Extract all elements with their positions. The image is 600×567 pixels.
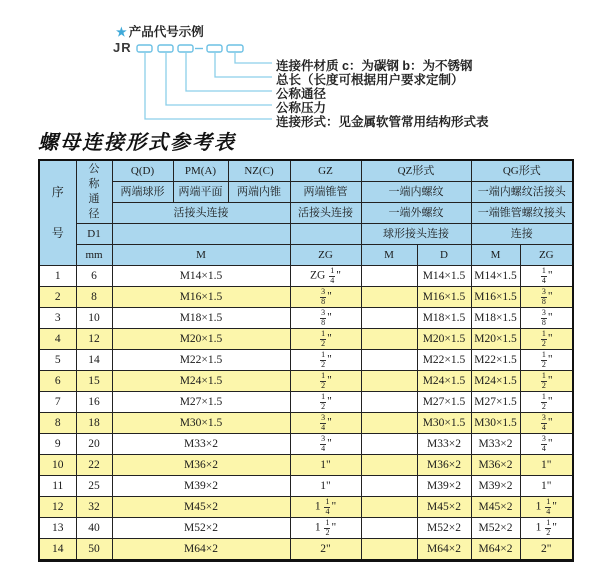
cell-dn: 20 [76,434,112,455]
col-header-dn [76,160,112,224]
cell-gz-zg: 2" [290,539,361,561]
cell-qz-m [361,497,417,518]
cell-gz-zg: $\frac{1}{2}$ " [290,392,361,413]
cell-qg-m: M20×1.5 [471,329,520,350]
cell-qg-zg: 1 $\frac{1}{2}$ " [520,518,573,539]
cell-gz-zg: 1" [290,476,361,497]
cell-qg-m: M18×1.5 [471,308,520,329]
cell-qg-zg: $\frac{1}{2}$ " [520,371,573,392]
cell-dn: 16 [76,392,112,413]
subheader-qg-3: 连接 [471,224,573,245]
cell-m: M36×2 [112,455,290,476]
table-row [39,371,573,392]
col-header-pm: PM(A) [173,160,228,182]
cell-qz-m [361,539,417,561]
diagram-label-pressure: 公称压力 [276,101,327,115]
cell-m: M39×2 [112,476,290,497]
header-row-5 [39,245,573,266]
cell-gz-zg: 1" [290,455,361,476]
table-row [39,413,573,434]
cell-dn: 18 [76,413,112,434]
cell-qz-d: M30×1.5 [417,413,471,434]
cell-gz-zg: $\frac{3}{4}$ " [290,434,361,455]
col-header-dn-label: 公称通径 [88,163,100,220]
cell-qg-zg: 1" [520,476,573,497]
diagram-label-connection: 连接形式：见金属软管常用结构形式表 [276,115,489,129]
cell-qz-m [361,476,417,497]
cell-qg-m: M24×1.5 [471,371,520,392]
cell-m: M20×1.5 [112,329,290,350]
cell-qg-m: M52×2 [471,518,520,539]
cell-m: M22×1.5 [112,350,290,371]
product-code-diagram [0,0,600,129]
col-header-qz: QZ形式 [361,160,471,182]
cell-qz-m [361,434,417,455]
table-row [39,539,573,561]
table-row [39,266,573,287]
subheader-pm: 两端平面 [173,182,228,203]
cell-gz-zg: $\frac{3}{8}$ " [290,287,361,308]
cell-qz-m [361,350,417,371]
cell-qz-d: M24×1.5 [417,371,471,392]
leader-line [186,52,272,91]
col-header-qg-zg: ZG [520,245,573,266]
cell-m: M16×1.5 [112,287,290,308]
diagram-heading-text: 产品代号示例 [128,25,204,39]
cell-qg-m: M64×2 [471,539,520,561]
product-code-prefix: JR [113,40,132,55]
table-row [39,392,573,413]
col-header-d1: D1 [76,224,112,245]
code-box [158,45,173,52]
cell-qz-d: M64×2 [417,539,471,561]
cell-qz-d: M45×2 [417,497,471,518]
leader-line [215,52,272,77]
cell-qg-zg: $\frac{1}{2}$ " [520,350,573,371]
leader-line [166,52,272,105]
cell-qg-zg: $\frac{3}{8}$ " [520,287,573,308]
code-box [207,45,222,52]
col-header-seq [39,160,76,266]
cell-qg-m: M14×1.5 [471,266,520,287]
cell-qz-m [361,287,417,308]
cell-qz-d: M52×2 [417,518,471,539]
cell-qg-zg: $\frac{3}{4}$ " [520,413,573,434]
cell-gz-zg: $\frac{3}{4}$ " [290,413,361,434]
cell-seq: 13 [39,518,76,539]
nut-connection-reference-table [38,159,574,562]
cell-dn: 40 [76,518,112,539]
cell-gz-zg: $\frac{1}{2}$ " [290,371,361,392]
cell-gz-zg: 1 $\frac{1}{4}$ " [290,497,361,518]
cell-seq: 2 [39,287,76,308]
table-row [39,308,573,329]
table-row [39,518,573,539]
header-spacer-gz [290,224,361,245]
cell-qg-m: M27×1.5 [471,392,520,413]
cell-m: M14×1.5 [112,266,290,287]
cell-qz-m [361,329,417,350]
col-header-qz-d: D [417,245,471,266]
cell-seq: 4 [39,329,76,350]
cell-qz-m [361,455,417,476]
cell-qz-d: M20×1.5 [417,329,471,350]
cell-qz-d: M14×1.5 [417,266,471,287]
cell-qz-m [361,266,417,287]
cell-qz-d: M27×1.5 [417,392,471,413]
cell-gz-zg: $\frac{1}{2}$ " [290,329,361,350]
header-spacer-left [112,224,290,245]
col-header-qg: QG形式 [471,160,573,182]
code-box [178,45,193,52]
subheader-gz: 两端锥管 [290,182,361,203]
table-row [39,287,573,308]
cell-dn: 14 [76,350,112,371]
cell-qz-d: M39×2 [417,476,471,497]
diagram-label-length: 总长（长度可根据用户要求定制） [276,73,464,87]
cell-dn: 15 [76,371,112,392]
cell-qz-m [361,518,417,539]
star-icon: ★ [116,25,127,39]
cell-seq: 6 [39,371,76,392]
cell-seq: 7 [39,392,76,413]
cell-m: M33×2 [112,434,290,455]
col-header-mm: mm [76,245,112,266]
cell-dn: 8 [76,287,112,308]
subheader-q: 两端球形 [112,182,173,203]
cell-qz-d: M22×1.5 [417,350,471,371]
cell-qg-zg: 1" [520,455,573,476]
cell-qg-m: M22×1.5 [471,350,520,371]
cell-qz-d: M18×1.5 [417,308,471,329]
cell-dn: 22 [76,455,112,476]
header-row-4 [39,224,573,245]
table-row [39,455,573,476]
header-row-3 [39,203,573,224]
diagram-label-diameter: 公称通径 [276,87,327,101]
diagram-heading [116,22,204,40]
cell-qz-m [361,392,417,413]
cell-qg-m: M33×2 [471,434,520,455]
table-row [39,476,573,497]
cell-dn: 10 [76,308,112,329]
cell-seq: 14 [39,539,76,561]
col-header-gz: GZ [290,160,361,182]
cell-qg-m: M45×2 [471,497,520,518]
subheader-union-gz: 活接头连接 [290,203,361,224]
cell-qz-d: M36×2 [417,455,471,476]
subheader-qg-2: 一端锥管螺纹接头 [471,203,573,224]
cell-gz-zg: $\frac{3}{8}$ " [290,308,361,329]
cell-gz-zg: 1 $\frac{1}{2}$ " [290,518,361,539]
subheader-qz-2: 一端外螺纹 [361,203,471,224]
cell-seq: 5 [39,350,76,371]
cell-qz-d: M33×2 [417,434,471,455]
leader-line [145,52,272,119]
cell-m: M45×2 [112,497,290,518]
cell-seq: 12 [39,497,76,518]
cell-gz-zg: $\frac{1}{2}$ " [290,350,361,371]
cell-seq: 11 [39,476,76,497]
col-header-seq-label: 序号 [51,185,64,240]
subheader-nz: 两端内锥 [228,182,290,203]
col-header-qz-m: M [361,245,417,266]
cell-dn: 50 [76,539,112,561]
cell-m: M30×1.5 [112,413,290,434]
cell-qg-m: M16×1.5 [471,287,520,308]
cell-qz-m [361,308,417,329]
col-header-m-left: M [112,245,290,266]
code-box [137,45,152,52]
cell-dn: 6 [76,266,112,287]
cell-qg-zg: 2" [520,539,573,561]
table-row [39,350,573,371]
cell-dn: 12 [76,329,112,350]
cell-m: M64×2 [112,539,290,561]
cell-m: M24×1.5 [112,371,290,392]
col-header-qg-m: M [471,245,520,266]
header-row-1 [39,160,573,182]
cell-gz-zg: ZG $\frac{1}{4}$ " [290,266,361,287]
diagram-label-material: 连接件材质 c：为碳钢 b：为不锈钢 [276,59,473,73]
cell-qg-zg: $\frac{1}{4}$ " [520,266,573,287]
subheader-qz-3: 球形接头连接 [361,224,471,245]
subheader-union-left: 活接头连接 [112,203,290,224]
cell-m: M27×1.5 [112,392,290,413]
cell-seq: 8 [39,413,76,434]
cell-seq: 3 [39,308,76,329]
cell-qg-m: M39×2 [471,476,520,497]
subheader-qz-1: 一端内螺纹 [361,182,471,203]
cell-qz-m [361,371,417,392]
table-row [39,434,573,455]
cell-dn: 32 [76,497,112,518]
cell-qg-zg: 1 $\frac{1}{4}$ " [520,497,573,518]
cell-m: M52×2 [112,518,290,539]
cell-qg-zg: $\frac{1}{2}$ " [520,392,573,413]
cell-qz-m [361,413,417,434]
cell-qg-m: M30×1.5 [471,413,520,434]
cell-seq: 9 [39,434,76,455]
table-title: 螺母连接形式参考表 [38,132,236,154]
col-header-nz: NZ(C) [228,160,290,182]
col-header-q: Q(D) [112,160,173,182]
cell-qz-d: M16×1.5 [417,287,471,308]
cell-qg-m: M36×2 [471,455,520,476]
cell-seq: 1 [39,266,76,287]
cell-dn: 25 [76,476,112,497]
cell-m: M18×1.5 [112,308,290,329]
header-row-2 [39,182,573,203]
leader-line [235,52,272,63]
code-box [227,45,243,52]
table-row [39,497,573,518]
cell-qg-zg: $\frac{3}{8}$ " [520,308,573,329]
cell-seq: 10 [39,455,76,476]
subheader-qg-1: 一端内螺纹活接头 [471,182,573,203]
cell-qg-zg: $\frac{1}{2}$ " [520,329,573,350]
col-header-zg-gz: ZG [290,245,361,266]
table-row [39,329,573,350]
cell-qg-zg: $\frac{3}{4}$ " [520,434,573,455]
